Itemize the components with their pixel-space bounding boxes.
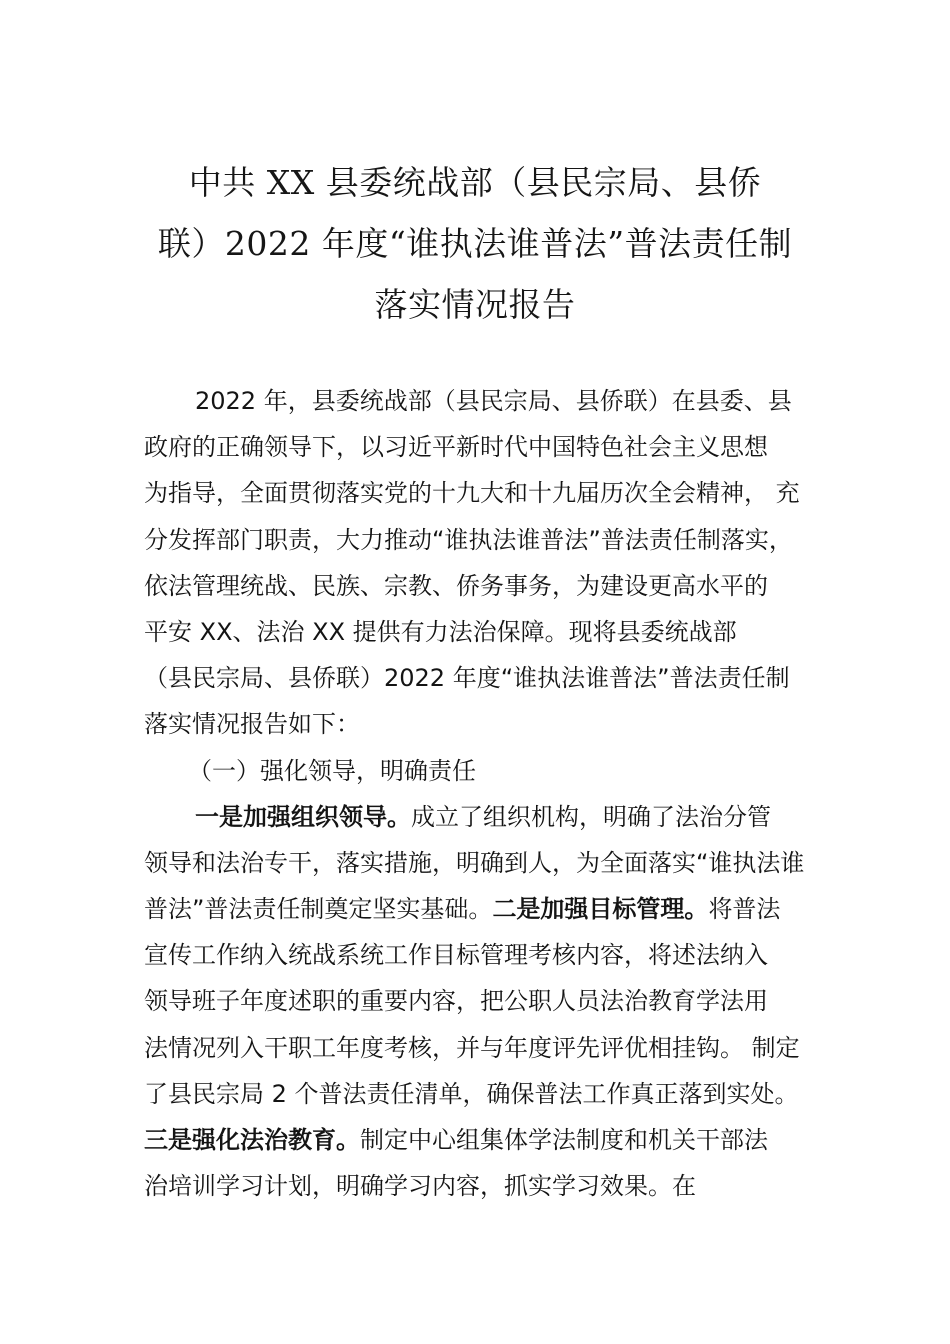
body-text: 成立了组织机构，明确了法治分管	[411, 802, 771, 831]
body-line: 依法管理统战、民族、宗教、侨务事务，为建设更高水平的	[144, 571, 768, 600]
body-line	[144, 886, 820, 932]
document-title	[150, 152, 800, 335]
body-line: （县民宗局、县侨联）2022 年度“谁执法谁普法”普法责任制	[144, 664, 790, 693]
body-line: 治培训学习计划，明确学习内容，抓实学习效果。在	[144, 1172, 696, 1201]
bold-lead: 二是加强目标管理。	[492, 895, 709, 924]
bold-lead: 三是强化法治教育。	[144, 1126, 360, 1154]
title-line: 中共 XX 县委统战部（县民宗局、县侨	[188, 163, 762, 202]
body-text: 普法”普法责任制奠定坚实基础。	[144, 895, 493, 924]
body-line: 领导和法治专干，落实措施，明确到人，为全面落实“谁执法谁	[144, 848, 805, 877]
body-line: 政府的正确领导下，以习近平新时代中国特色社会主义思想	[144, 433, 768, 462]
body-line	[144, 1117, 820, 1163]
body-line: 分发挥部门职责，大力推动“谁执法谁普法”普法责任制落实，	[144, 525, 793, 554]
body-line: 平安 XX、法治 XX 提供有力法治保障。现将县委统战部	[144, 617, 737, 646]
section-heading: （一）强化领导，明确责任	[188, 756, 476, 785]
body-text: 制定中心组集体学法制度和机关干部法	[360, 1126, 768, 1154]
intro-paragraph	[144, 378, 820, 748]
body-line: 了县民宗局 2 个普法责任清单，确保普法工作真正落到实处。	[144, 1079, 799, 1108]
section-paragraph	[144, 794, 820, 1210]
title-line: 落实情况报告	[374, 285, 576, 324]
body-line: 法情况列入干职工年度考核，并与年度评先评优相挂钩。 制定	[144, 1033, 800, 1062]
body-line: 落实情况报告如下：	[144, 710, 360, 739]
title-line: 联）2022 年度“谁执法谁普法”普法责任制	[157, 224, 793, 263]
body-text: 将普法	[708, 895, 781, 924]
bold-lead: 一是加强组织领导。	[195, 802, 411, 831]
body-line: 为指导，全面贯彻落实党的十九大和十九届历次全会精神， 充	[144, 479, 800, 508]
document-body	[144, 378, 820, 1209]
body-line	[144, 794, 820, 840]
body-line: 宣传工作纳入统战系统工作目标管理考核内容，将述法纳入	[144, 941, 768, 970]
body-line: 2022 年，县委统战部（县民宗局、县侨联）在县委、县	[195, 387, 792, 415]
body-line: 领导班子年度述职的重要内容，把公职人员法治教育学法用	[144, 987, 768, 1016]
